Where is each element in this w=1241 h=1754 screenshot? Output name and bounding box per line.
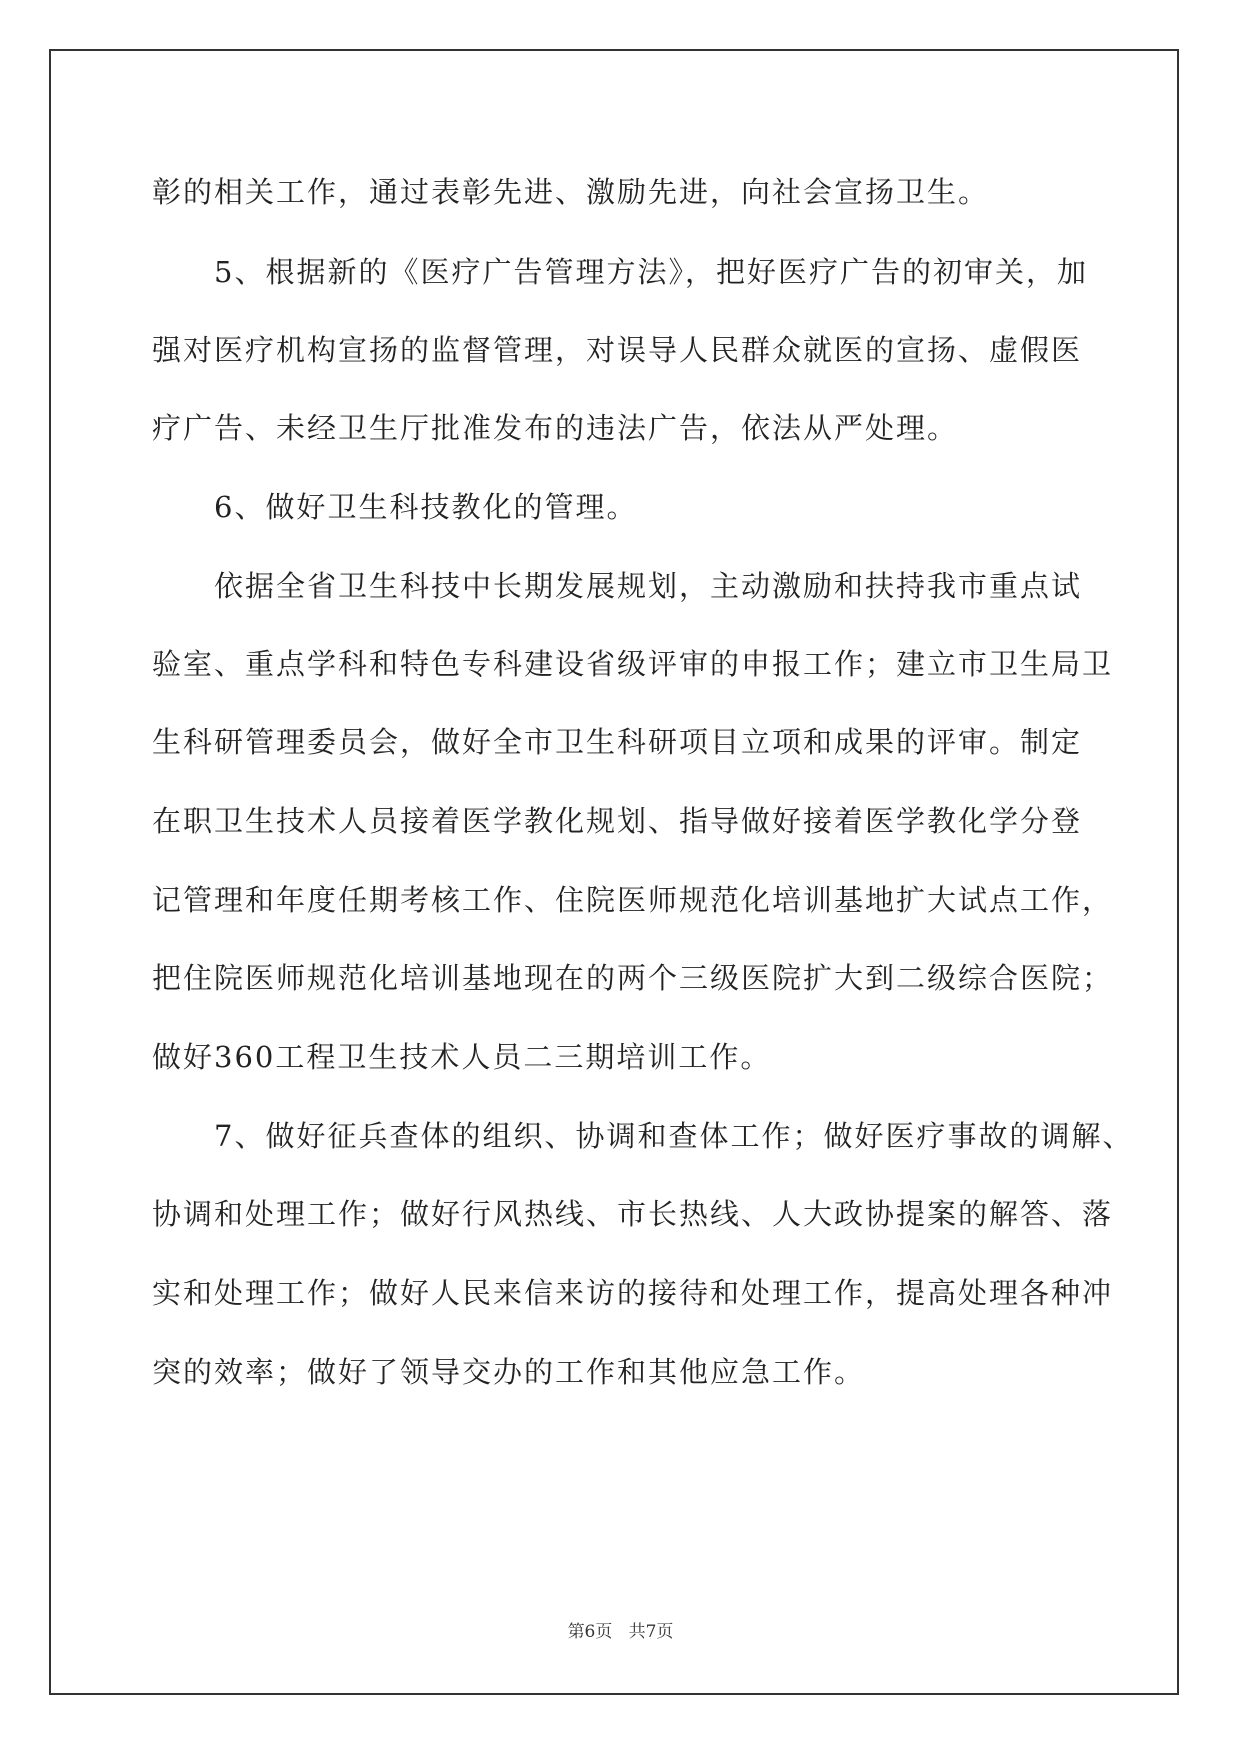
text-line: 强对医疗机构宣扬的监督管理，对误导人民群众就医的宣扬、虚假医 xyxy=(152,333,1083,367)
text-line: 依据全省卫生科技中长期发展规划，主动激励和扶持我市重点试 xyxy=(214,569,1083,603)
text-line: 疗广告、未经卫生厅批准发布的违法广告，依法从严处理。 xyxy=(152,411,959,445)
page-footer xyxy=(0,1617,1241,1642)
text-line: 7、做好征兵查体的组织、协调和查体工作；做好医疗事故的调解、 xyxy=(214,1119,1134,1153)
page-total: 共7页 xyxy=(628,1622,674,1642)
text-line: 验室、重点学科和特色专科建设省级评审的申报工作；建立市卫生局卫 xyxy=(152,647,1114,681)
text-line: 做好360工程卫生技术人员二三期培训工作。 xyxy=(152,1040,772,1074)
text-line: 实和处理工作；做好人民来信来访的接待和处理工作，提高处理各种冲 xyxy=(152,1276,1114,1310)
text-line: 生科研管理委员会，做好全市卫生科研项目立项和成果的评审。制定 xyxy=(152,725,1083,759)
text-line: 在职卫生技术人员接着医学教化规划、指导做好接着医学教化学分登 xyxy=(152,804,1083,838)
text-line: 把住院医师规范化培训基地现在的两个三级医院扩大到二级综合医院； xyxy=(152,961,1114,995)
text-line: 突的效率；做好了领导交办的工作和其他应急工作。 xyxy=(152,1355,866,1389)
text-line: 6、做好卫生科技教化的管理。 xyxy=(214,490,638,524)
text-line: 5、根据新的《医疗广告管理方法》，把好医疗广告的初审关，加 xyxy=(214,255,1088,289)
page-border xyxy=(49,49,1179,1695)
text-line: 协调和处理工作；做好行风热线、市长热线、人大政协提案的解答、落 xyxy=(152,1197,1114,1231)
text-line: 彰的相关工作，通过表彰先进、激励先进，向社会宣扬卫生。 xyxy=(152,175,990,209)
page-number: 第6页 xyxy=(567,1622,613,1642)
text-line: 记管理和年度任期考核工作、住院医师规范化培训基地扩大试点工作， xyxy=(152,883,1114,917)
